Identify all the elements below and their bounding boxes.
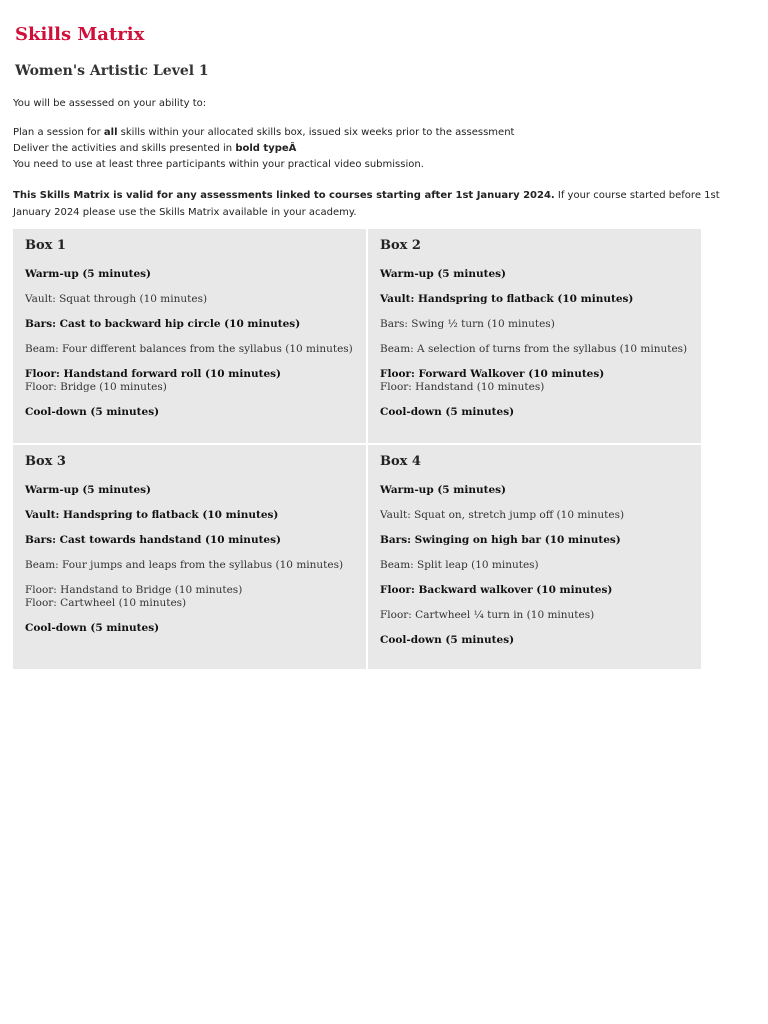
box-title: Box 2: [380, 238, 421, 253]
box-item: Bars: Swinging on high bar (10 minutes): [380, 534, 621, 546]
box-title: Box 4: [380, 454, 421, 469]
box-item: Floor: Bridge (10 minutes): [25, 381, 167, 393]
box-item: Floor: Handstand to Bridge (10 minutes): [25, 584, 243, 596]
box-item: Floor: Handstand (10 minutes): [380, 381, 545, 393]
box-item: Bars: Cast to backward hip circle (10 minutes): [25, 318, 301, 330]
box-item: Cool-down (5 minutes): [380, 634, 515, 646]
box-item: Bars: Cast towards handstand (10 minutes): [25, 534, 281, 546]
skills-grid: [13, 229, 701, 669]
intro-line-deliver-prefix: Deliver the activities and skills presented in: [13, 143, 236, 154]
page-title: Skills Matrix: [15, 24, 145, 45]
box-item: Floor: Forward Walkover (10 minutes): [380, 368, 605, 380]
box-item: Warm-up (5 minutes): [25, 484, 152, 496]
box-item: Vault: Handspring to flatback (10 minutes): [25, 509, 279, 521]
intro-line-plan-prefix: Plan a session for: [13, 127, 104, 138]
validity-bold: This Skills Matrix is valid for any assessments linked to courses starting after 1st January 2024.: [13, 190, 555, 201]
box-item: Beam: Four different balances from the syllabus (10 minutes): [25, 343, 353, 355]
box-item: Warm-up (5 minutes): [25, 268, 152, 280]
box-item: Warm-up (5 minutes): [380, 268, 507, 280]
box-item: Warm-up (5 minutes): [380, 484, 507, 496]
box-item: Vault: Squat through (10 minutes): [25, 293, 208, 305]
box-item: Vault: Handspring to flatback (10 minutes): [380, 293, 634, 305]
box-item: Beam: Split leap (10 minutes): [380, 559, 539, 571]
box-item: Floor: Backward walkover (10 minutes): [380, 584, 613, 596]
box-item: Floor: Handstand forward roll (10 minutes): [25, 368, 282, 380]
skills-box-4: [368, 445, 701, 669]
skills-box-1: [13, 229, 366, 443]
intro-line-participants: You need to use at least three participants within your practical video submission.: [13, 159, 424, 170]
validity-normal: If your course started before 1st January 2024 please use the Skills Matrix available in your academy.: [13, 190, 720, 218]
intro-line-deliver: [13, 141, 755, 157]
box-item: Cool-down (5 minutes): [380, 406, 515, 418]
box-item: Cool-down (5 minutes): [25, 622, 160, 634]
box-item: Floor: Cartwheel (10 minutes): [25, 597, 187, 609]
intro-line-plan: [13, 125, 755, 141]
page-subtitle: Women's Artistic Level 1: [15, 63, 209, 79]
box-item: Floor: Cartwheel ¼ turn in (10 minutes): [380, 609, 595, 621]
box-item: Vault: Squat on, stretch jump off (10 minutes): [380, 509, 625, 521]
intro-line-plan-bold: all: [103, 127, 118, 138]
box-item: Beam: Four jumps and leaps from the syllabus (10 minutes): [25, 559, 344, 571]
box-item: Cool-down (5 minutes): [25, 406, 160, 418]
box-title: Box 3: [25, 454, 66, 469]
box-item: Beam: A selection of turns from the syllabus (10 minutes): [380, 343, 688, 355]
skills-box-3: [13, 445, 366, 669]
intro-line-deliver-bold: bold typeÂ: [235, 143, 297, 154]
box-item: Bars: Swing ½ turn (10 minutes): [380, 318, 555, 330]
box-title: Box 1: [25, 238, 66, 253]
intro-line-plan-suffix: skills within your allocated skills box, issued six weeks prior to the assessment: [117, 127, 515, 138]
intro-list: [13, 125, 755, 173]
intro-assessed: You will be assessed on your ability to:: [13, 98, 207, 109]
validity-note: [13, 187, 748, 221]
skills-box-2: [368, 229, 701, 443]
